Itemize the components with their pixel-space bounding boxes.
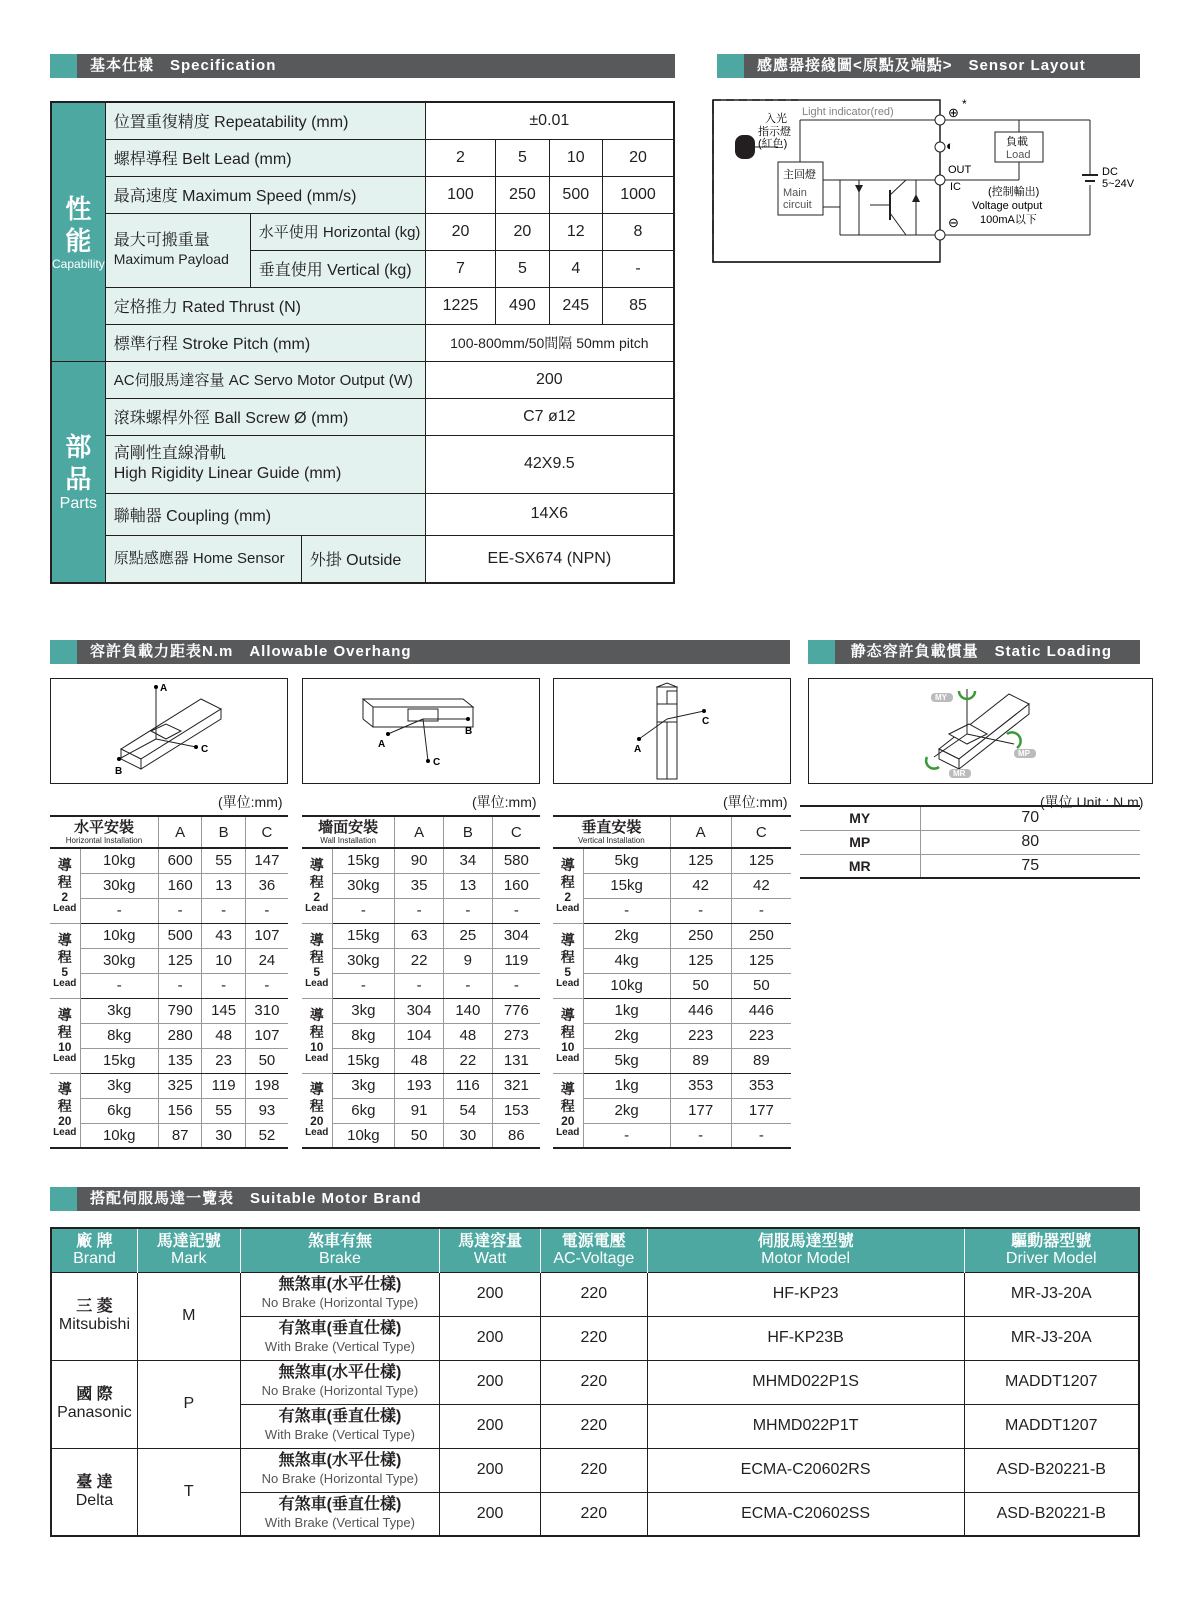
- lead-cell: 導 程 5 Lead: [50, 923, 80, 998]
- table-cell: 2kg: [583, 923, 670, 948]
- motor-model-cell: MHMD022P1S: [647, 1360, 964, 1404]
- table-cell: 90: [395, 848, 444, 873]
- table-cell: 34: [443, 848, 492, 873]
- table-cell: 147: [245, 848, 288, 873]
- table-cell: -: [332, 898, 395, 923]
- driver-model-cell: MADDT1207: [964, 1404, 1139, 1448]
- svg-text:A: A: [160, 683, 168, 694]
- col-header: 馬達容量 Watt: [440, 1228, 541, 1272]
- table-cell: 5kg: [583, 848, 670, 873]
- table-cell: 790: [158, 998, 201, 1023]
- wall-diagram: [302, 678, 540, 784]
- table-cell: 22: [443, 1048, 492, 1073]
- table-cell: -: [80, 973, 158, 998]
- motor-model-cell: HF-KP23: [647, 1272, 964, 1316]
- table-row: [302, 1023, 540, 1048]
- table-cell: -: [395, 973, 444, 998]
- table-cell: 119: [492, 948, 540, 973]
- svg-text:指示燈: 指示燈: [758, 126, 791, 138]
- table-row: [302, 948, 540, 973]
- table-cell: 15kg: [80, 1048, 158, 1073]
- brand-cell: 臺 達 Delta: [51, 1448, 137, 1536]
- table-cell: 446: [670, 998, 731, 1023]
- table-cell: 140: [443, 998, 492, 1023]
- table-row: [302, 1073, 540, 1098]
- table-cell: 446: [731, 998, 791, 1023]
- table-cell: 10kg: [80, 848, 158, 873]
- table-cell: 91: [395, 1098, 444, 1123]
- driver-model-cell: MR-J3-20A: [964, 1272, 1139, 1316]
- table-row: [553, 1023, 791, 1048]
- lead-cell: 導 程 2 Lead: [553, 848, 583, 923]
- watt-cell: 200: [440, 1404, 541, 1448]
- parts-side: 部 品 Parts: [51, 361, 105, 583]
- col-header: C: [731, 816, 791, 848]
- table-cell: 42: [670, 873, 731, 898]
- table-row: [302, 873, 540, 898]
- table-cell: 4kg: [583, 948, 670, 973]
- table-cell: 3kg: [332, 1073, 395, 1098]
- table-cell: 55: [202, 1098, 245, 1123]
- table-cell: 8kg: [80, 1023, 158, 1048]
- voltage-cell: 220: [540, 1316, 647, 1360]
- table-cell: 145: [202, 998, 245, 1023]
- table-row: [553, 1048, 791, 1073]
- table-row: [553, 1123, 791, 1148]
- table-cell: 48: [443, 1023, 492, 1048]
- lead-cell: 導 程 20 Lead: [302, 1073, 332, 1148]
- motor-model-cell: MHMD022P1T: [647, 1404, 964, 1448]
- brake-cell: 無煞車(水平仕樣) No Brake (Horizontal Type): [240, 1272, 439, 1316]
- table-cell: 2kg: [583, 1098, 670, 1123]
- overhang-table-1: [302, 815, 540, 1149]
- table-cell: 153: [492, 1098, 540, 1123]
- capability-side: 性 能 Capability: [51, 102, 105, 361]
- table-cell: 2kg: [583, 1023, 670, 1048]
- table-cell: 223: [670, 1023, 731, 1048]
- table-row: [50, 873, 288, 898]
- table-cell: 125: [731, 948, 791, 973]
- overhang-header: 容許負載力距表N.m Allowable Overhang: [50, 640, 790, 664]
- svg-text:C: C: [433, 757, 441, 768]
- table-cell: 13: [202, 873, 245, 898]
- motor-model-cell: ECMA-C20602SS: [647, 1492, 964, 1536]
- table-cell: -: [443, 898, 492, 923]
- table-cell: 22: [395, 948, 444, 973]
- table-cell: 30: [202, 1123, 245, 1148]
- table-row: [553, 848, 791, 873]
- table-cell: 25: [443, 923, 492, 948]
- svg-text:(控制輸出): (控制輸出): [988, 186, 1040, 198]
- table-row: [302, 973, 540, 998]
- table-row: [302, 1048, 540, 1073]
- table-cell: 160: [158, 873, 201, 898]
- table-cell: 3kg: [332, 998, 395, 1023]
- voltage-cell: 220: [540, 1272, 647, 1316]
- svg-text:*: *: [962, 97, 967, 111]
- table-row: [553, 1073, 791, 1098]
- table-cell: 177: [731, 1098, 791, 1123]
- table-row: [51, 1272, 1139, 1316]
- svg-text:C: C: [702, 716, 710, 727]
- lead-cell: 導 程 5 Lead: [553, 923, 583, 998]
- table-cell: 131: [492, 1048, 540, 1073]
- motor-model-cell: ECMA-C20602RS: [647, 1448, 964, 1492]
- table-cell: -: [202, 973, 245, 998]
- mark-cell: P: [137, 1360, 240, 1448]
- table-cell: 580: [492, 848, 540, 873]
- table-cell: 50: [395, 1123, 444, 1148]
- brake-cell: 有煞車(垂直仕樣) With Brake (Vertical Type): [240, 1404, 439, 1448]
- col-header: C: [492, 816, 540, 848]
- watt-cell: 200: [440, 1492, 541, 1536]
- table-cell: 177: [670, 1098, 731, 1123]
- unit-label-2: (單位:mm): [472, 794, 537, 810]
- table-cell: 42: [731, 873, 791, 898]
- col-header: B: [443, 816, 492, 848]
- table-row: [302, 1098, 540, 1123]
- repeat-label: 位置重復精度 Repeatability (mm): [105, 102, 425, 139]
- svg-text:B: B: [465, 726, 473, 737]
- table-row: [50, 998, 288, 1023]
- lead-cell: 導 程 10 Lead: [302, 998, 332, 1073]
- table-row: [302, 923, 540, 948]
- table-cell: 1kg: [583, 1073, 670, 1098]
- svg-text:⊖: ⊖: [948, 215, 959, 230]
- table-cell: -: [245, 898, 288, 923]
- svg-text:Light indicator(red): Light indicator(red): [802, 106, 894, 118]
- lead-cell: 導 程 20 Lead: [50, 1073, 80, 1148]
- svg-text:OUT: OUT: [948, 164, 972, 176]
- table-cell: -: [670, 1123, 731, 1148]
- svg-text:Voltage output: Voltage output: [972, 200, 1043, 212]
- unit-label-1: (單位:mm): [218, 794, 283, 810]
- table-cell: 50: [245, 1048, 288, 1073]
- table-row: [302, 848, 540, 873]
- svg-text:5~24V: 5~24V: [1102, 178, 1135, 190]
- static-diagram: [808, 678, 1153, 784]
- col-header: 驅動器型號 Driver Model: [964, 1228, 1139, 1272]
- table-cell: 8kg: [332, 1023, 395, 1048]
- table-cell: 116: [443, 1073, 492, 1098]
- svg-text:◐: ◐: [946, 138, 954, 153]
- table-cell: 50: [670, 973, 731, 998]
- overhang-table-0: [50, 815, 288, 1149]
- table-cell: 6kg: [80, 1098, 158, 1123]
- install-title: 墻面安裝 Wall Installation: [302, 816, 395, 848]
- voltage-cell: 220: [540, 1360, 647, 1404]
- lead-cell: 導 程 2 Lead: [50, 848, 80, 923]
- col-header: 電源電壓 AC-Voltage: [540, 1228, 647, 1272]
- table-cell: 15kg: [332, 848, 395, 873]
- table-row: [553, 923, 791, 948]
- col-header: B: [202, 816, 245, 848]
- table-cell: 156: [158, 1098, 201, 1123]
- watt-cell: 200: [440, 1360, 541, 1404]
- static-header: 静态容許負載慣量 Static Loading: [808, 640, 1140, 664]
- motor-table: [50, 1227, 1140, 1537]
- table-row: [50, 948, 288, 973]
- table-cell: 250: [731, 923, 791, 948]
- table-cell: 107: [245, 923, 288, 948]
- col-header: 廠 牌 Brand: [51, 1228, 137, 1272]
- table-row: [50, 1073, 288, 1098]
- sensor-wiring-diagram: [710, 95, 1150, 270]
- svg-text:MR: MR: [953, 769, 966, 778]
- table-cell: 125: [158, 948, 201, 973]
- table-row: [553, 1098, 791, 1123]
- brake-cell: 無煞車(水平仕樣) No Brake (Horizontal Type): [240, 1448, 439, 1492]
- lead-cell: 導 程 10 Lead: [553, 998, 583, 1073]
- svg-text:Main: Main: [783, 187, 807, 199]
- table-cell: 48: [395, 1048, 444, 1073]
- table-cell: 198: [245, 1073, 288, 1098]
- table-cell: 36: [245, 873, 288, 898]
- table-row: [553, 948, 791, 973]
- table-cell: 160: [492, 873, 540, 898]
- table-cell: 304: [492, 923, 540, 948]
- table-cell: 223: [731, 1023, 791, 1048]
- svg-text:DC: DC: [1102, 166, 1118, 178]
- table-cell: 321: [492, 1073, 540, 1098]
- table-cell: 89: [731, 1048, 791, 1073]
- brand-cell: 三 菱 Mitsubishi: [51, 1272, 137, 1360]
- driver-model-cell: ASD-B20221-B: [964, 1492, 1139, 1536]
- table-row: [302, 1123, 540, 1148]
- table-cell: -: [670, 898, 731, 923]
- table-cell: 600: [158, 848, 201, 873]
- table-cell: 125: [670, 848, 731, 873]
- table-cell: -: [443, 973, 492, 998]
- table-cell: 9: [443, 948, 492, 973]
- table-row: [302, 898, 540, 923]
- table-cell: 93: [245, 1098, 288, 1123]
- table-cell: 30kg: [80, 948, 158, 973]
- table-cell: 310: [245, 998, 288, 1023]
- table-cell: 15kg: [332, 1048, 395, 1073]
- table-row: [553, 973, 791, 998]
- table-cell: 250: [670, 923, 731, 948]
- table-cell: 13: [443, 873, 492, 898]
- table-cell: 273: [492, 1023, 540, 1048]
- table-cell: 52: [245, 1123, 288, 1148]
- lead-cell: 導 程 2 Lead: [302, 848, 332, 923]
- table-cell: 10kg: [583, 973, 670, 998]
- table-cell: 86: [492, 1123, 540, 1148]
- voltage-cell: 220: [540, 1404, 647, 1448]
- spec-table: 性 能 Capability 位置重復精度 Repeatability (mm) ±0.01 螺桿導程 Belt Lead (mm) 2 5 10 20 最高速度 Maximum Speed (mm/s) 100 250 500 1000 最大可搬重量 Maximum Payload 水平使用 Horizontal (kg) 20 20 12 8 垂直使用 Vertical (kg) 7 5 4 - 定格推力 Rated Thrust (N) 1225 490 245 85 標準行程 Stroke Pitch (mm) 100-800mm/50間隔 50mm pitch 部 品 Parts AC伺服馬達容量 AC Servo Motor Output (W) 200 滾珠螺桿外徑 Ball Screw Ø (mm) C7 ø12 高剛性直線滑軌 High Rigidity Linear Guide (mm) 42X9.5 聯軸器 Coupling (mm) 14X6 原點感應器 Home Sensor 外掛 Outside EE-SX674 (NPN): [50, 101, 675, 584]
- driver-model-cell: MR-J3-20A: [964, 1316, 1139, 1360]
- table-row: [50, 1098, 288, 1123]
- install-title: 垂直安裝 Vertical Installation: [553, 816, 670, 848]
- table-cell: 23: [202, 1048, 245, 1073]
- col-header: 煞車有無 Brake: [240, 1228, 439, 1272]
- table-cell: 55: [202, 848, 245, 873]
- svg-text:IC: IC: [950, 181, 961, 193]
- table-cell: -: [332, 973, 395, 998]
- table-cell: 1kg: [583, 998, 670, 1023]
- mark-cell: T: [137, 1448, 240, 1536]
- svg-text:MY: MY: [935, 693, 947, 702]
- table-cell: 48: [202, 1023, 245, 1048]
- col-header: A: [395, 816, 444, 848]
- svg-text:⊕: ⊕: [948, 105, 959, 120]
- voltage-cell: 220: [540, 1492, 647, 1536]
- table-row: [553, 998, 791, 1023]
- table-cell: 353: [670, 1073, 731, 1098]
- table-row: [50, 1023, 288, 1048]
- sensor-header: 感應器接綫圖<原點及端點> Sensor Layout: [717, 54, 1140, 78]
- table-row: [302, 998, 540, 1023]
- table-cell: 104: [395, 1023, 444, 1048]
- table-cell: 15kg: [583, 873, 670, 898]
- spec-header: 基本仕樣 Specification: [50, 54, 675, 78]
- svg-text:入光: 入光: [765, 113, 787, 125]
- col-header: 馬達記號 Mark: [137, 1228, 240, 1272]
- unit-label-3: (單位:mm): [723, 794, 788, 810]
- watt-cell: 200: [440, 1316, 541, 1360]
- motor-model-cell: HF-KP23B: [647, 1316, 964, 1360]
- table-cell: 107: [245, 1023, 288, 1048]
- table-cell: -: [245, 973, 288, 998]
- lead-cell: 導 程 5 Lead: [302, 923, 332, 998]
- table-cell: 24: [245, 948, 288, 973]
- table-cell: -: [158, 898, 201, 923]
- table-cell: 30: [443, 1123, 492, 1148]
- col-header: 伺服馬達型號 Motor Model: [647, 1228, 964, 1272]
- table-row: [51, 1360, 1139, 1404]
- table-cell: 15kg: [332, 923, 395, 948]
- static-table: MY 70 MP 80 MR 75: [800, 805, 1140, 879]
- table-cell: 43: [202, 923, 245, 948]
- table-cell: 280: [158, 1023, 201, 1048]
- table-cell: 304: [395, 998, 444, 1023]
- table-row: [50, 923, 288, 948]
- table-cell: -: [583, 898, 670, 923]
- table-cell: -: [731, 898, 791, 923]
- table-cell: 125: [731, 848, 791, 873]
- table-cell: -: [583, 1123, 670, 1148]
- col-header: C: [245, 816, 288, 848]
- table-cell: 6kg: [332, 1098, 395, 1123]
- driver-model-cell: MADDT1207: [964, 1360, 1139, 1404]
- table-cell: 3kg: [80, 1073, 158, 1098]
- table-row: [51, 1448, 1139, 1492]
- table-row: [50, 1123, 288, 1148]
- lead-cell: 導 程 20 Lead: [553, 1073, 583, 1148]
- brake-cell: 有煞車(垂直仕樣) With Brake (Vertical Type): [240, 1492, 439, 1536]
- svg-text:circuit: circuit: [783, 199, 812, 211]
- table-cell: -: [395, 898, 444, 923]
- table-cell: 3kg: [80, 998, 158, 1023]
- table-cell: 35: [395, 873, 444, 898]
- table-cell: 87: [158, 1123, 201, 1148]
- table-cell: -: [731, 1123, 791, 1148]
- svg-text:MP: MP: [1018, 749, 1030, 758]
- svg-text:A: A: [634, 744, 642, 755]
- brake-cell: 有煞車(垂直仕樣) With Brake (Vertical Type): [240, 1316, 439, 1360]
- svg-text:A: A: [378, 739, 386, 750]
- table-cell: 325: [158, 1073, 201, 1098]
- table-cell: 353: [731, 1073, 791, 1098]
- svg-text:(紅色): (紅色): [758, 138, 788, 150]
- col-header: A: [158, 816, 201, 848]
- svg-text:主回燈: 主回燈: [783, 169, 816, 181]
- table-row: [50, 848, 288, 873]
- watt-cell: 200: [440, 1272, 541, 1316]
- table-cell: 89: [670, 1048, 731, 1073]
- install-title: 水平安裝 Horizontal Installation: [50, 816, 158, 848]
- table-cell: -: [202, 898, 245, 923]
- table-row: [50, 1048, 288, 1073]
- table-cell: 135: [158, 1048, 201, 1073]
- table-cell: 30kg: [332, 948, 395, 973]
- table-cell: 30kg: [332, 873, 395, 898]
- table-row: [553, 873, 791, 898]
- vertical-diagram: [553, 678, 791, 784]
- svg-text:B: B: [115, 766, 123, 777]
- driver-model-cell: ASD-B20221-B: [964, 1448, 1139, 1492]
- table-cell: 10kg: [80, 1123, 158, 1148]
- table-cell: -: [492, 898, 540, 923]
- table-cell: 50: [731, 973, 791, 998]
- brand-cell: 國 際 Panasonic: [51, 1360, 137, 1448]
- table-cell: 193: [395, 1073, 444, 1098]
- table-cell: 5kg: [583, 1048, 670, 1073]
- overhang-table-2: [553, 815, 791, 1149]
- table-cell: 10kg: [332, 1123, 395, 1148]
- horizontal-diagram: [50, 678, 288, 784]
- table-cell: -: [80, 898, 158, 923]
- table-cell: 30kg: [80, 873, 158, 898]
- voltage-cell: 220: [540, 1448, 647, 1492]
- table-cell: 776: [492, 998, 540, 1023]
- table-cell: 10kg: [80, 923, 158, 948]
- table-row: [50, 898, 288, 923]
- static-unit: (單位 Unit : N.m): [1040, 794, 1144, 810]
- svg-text:C: C: [201, 744, 209, 755]
- table-row: [553, 898, 791, 923]
- col-header: A: [670, 816, 731, 848]
- watt-cell: 200: [440, 1448, 541, 1492]
- table-cell: 54: [443, 1098, 492, 1123]
- motor-header: 搭配伺服馬達一覽表 Suitable Motor Brand: [50, 1187, 1140, 1211]
- table-cell: 119: [202, 1073, 245, 1098]
- svg-text:Load: Load: [1006, 149, 1031, 161]
- table-cell: 500: [158, 923, 201, 948]
- table-cell: -: [492, 973, 540, 998]
- svg-text:負載: 負載: [1006, 136, 1028, 148]
- table-cell: 10: [202, 948, 245, 973]
- table-row: [50, 973, 288, 998]
- svg-text:100mA以下: 100mA以下: [980, 214, 1037, 226]
- table-cell: -: [158, 973, 201, 998]
- brake-cell: 無煞車(水平仕樣) No Brake (Horizontal Type): [240, 1360, 439, 1404]
- mark-cell: M: [137, 1272, 240, 1360]
- table-cell: 63: [395, 923, 444, 948]
- table-cell: 125: [670, 948, 731, 973]
- lead-cell: 導 程 10 Lead: [50, 998, 80, 1073]
